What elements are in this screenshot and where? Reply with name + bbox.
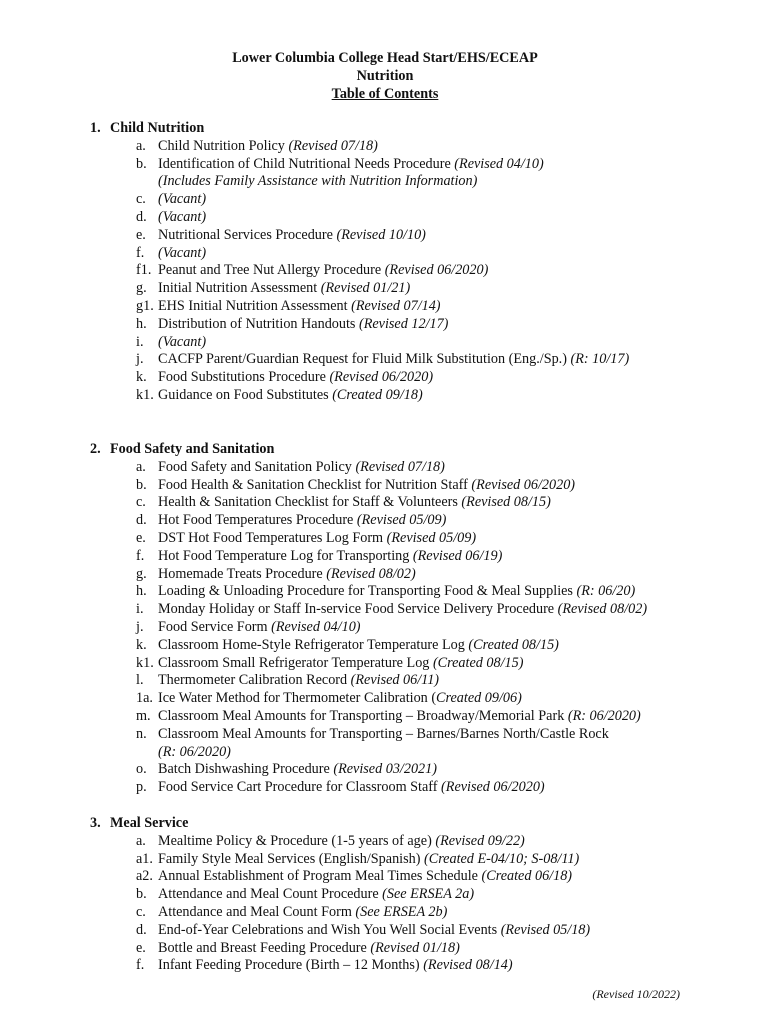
- entry-revision-note: (Revised 07/18): [355, 458, 445, 475]
- entry-label: a1.: [136, 850, 153, 867]
- entry-revision-note: Created 09/06): [436, 690, 522, 707]
- entry-revision-note: (Revised 01/21): [320, 280, 411, 297]
- toc-entry: [0, 477, 770, 495]
- toc-title: Table of Contents: [331, 86, 439, 102]
- entry-label: c.: [136, 904, 146, 920]
- entry-text: Batch Dishwashing Procedure (Revised 03/2021): [158, 761, 437, 778]
- toc-entry: [0, 904, 770, 922]
- entry-label: d.: [136, 209, 147, 225]
- toc-entry: [0, 280, 770, 298]
- entry-text: [158, 334, 206, 352]
- toc-entry: [0, 583, 770, 601]
- entry-text: Initial Nutrition Assessment (Revised 01/21): [158, 280, 411, 297]
- entry-text: Hot Food Temperature Log for Transporting (Revised 06/19): [158, 547, 503, 564]
- toc-entry: [0, 245, 770, 263]
- entry-revision-note: (Revised 04/10): [271, 619, 361, 635]
- entry-label: c.: [136, 494, 146, 511]
- entry-label: b.: [136, 155, 147, 172]
- entry-text: Child Nutrition Policy (Revised 07/18): [158, 137, 378, 154]
- toc-entry: [0, 566, 770, 584]
- entry-text: Guidance on Food Substitutes (Created 09/18): [158, 387, 423, 403]
- entry-text: CACFP Parent/Guardian Request for Fluid Milk Substitution (Eng./Sp.) (R: 10/17): [158, 351, 630, 368]
- entry-label: b.: [136, 476, 147, 493]
- section-number: 2.: [90, 441, 101, 457]
- entry-revision-note: (See ERSEA 2a): [382, 886, 475, 903]
- section-title: [90, 815, 188, 833]
- entry-label: k1.: [136, 387, 154, 403]
- entry-revision-note: (R: 06/20): [576, 583, 636, 600]
- entry-text: Loading & Unloading Procedure for Transporting Food & Meal Supplies (R: 06/20): [158, 583, 636, 600]
- entry-label: j.: [136, 351, 144, 368]
- entry-revision-note: (Revised 10/10): [336, 226, 426, 243]
- revision-footer: (Revised 10/2022): [592, 987, 680, 1001]
- toc-entry: [0, 173, 770, 191]
- entry-label: a.: [136, 137, 146, 154]
- entry-revision-note: (Revised 06/11): [350, 672, 440, 689]
- entry-label: d.: [136, 921, 147, 938]
- entry-label: e.: [136, 939, 146, 956]
- toc-entry: [0, 655, 770, 673]
- toc-entry: [0, 637, 770, 655]
- org-title: Lower Columbia College Head Start/EHS/ECEAP: [232, 50, 538, 66]
- section-title-text: Child Nutrition: [110, 120, 205, 136]
- toc-entry: [0, 316, 770, 334]
- toc-entry: [0, 262, 770, 280]
- entry-revision-note: (Revised 07/18): [288, 137, 378, 154]
- entry-text: Classroom Home-Style Refrigerator Temperature Log (Created 08/15): [158, 636, 559, 653]
- toc-entry: [0, 851, 770, 869]
- entry-text: Mealtime Policy & Procedure (1-5 years of age) (Revised 09/22): [158, 832, 525, 849]
- entry-text: Monday Holiday or Staff In-service Food Service Delivery Procedure (Revised 08/02): [158, 601, 648, 618]
- entry-text: Ice Water Method for Thermometer Calibration (Created 09/06): [158, 690, 522, 707]
- entry-label: c.: [136, 191, 146, 208]
- toc-entry: [0, 744, 770, 762]
- entry-revision-note: (Revised 08/15): [461, 494, 551, 511]
- toc-entry: [0, 227, 770, 245]
- entry-label: g1.: [136, 298, 154, 314]
- entry-revision-note: (Vacant): [158, 191, 207, 208]
- entry-revision-note: (Revised 01/18): [370, 939, 460, 956]
- entry-label: f.: [136, 957, 145, 974]
- entry-text: Distribution of Nutrition Handouts (Revised 12/17): [158, 315, 449, 332]
- section-title-text: Meal Service: [110, 815, 189, 831]
- toc-entry: [0, 209, 770, 227]
- entry-revision-note: (Revised 03/2021): [333, 761, 437, 778]
- entry-label: g.: [136, 565, 147, 582]
- toc-entry: [0, 619, 770, 637]
- entry-text: Classroom Meal Amounts for Transporting – Broadway/Memorial Park (R: 06/2020): [158, 708, 641, 724]
- toc-entry: [0, 868, 770, 886]
- entry-text: Classroom Small Refrigerator Temperature Log (Created 08/15): [158, 654, 524, 671]
- entry-revision-note: (Vacant): [158, 209, 207, 225]
- entry-text: Nutritional Services Procedure (Revised 10/10): [158, 226, 426, 243]
- entry-text: Homemade Treats Procedure (Revised 08/02): [158, 565, 416, 582]
- entry-revision-note: (Revised 06/2020): [384, 262, 489, 279]
- entry-text: Food Service Cart Procedure for Classroom Staff (Revised 06/2020): [158, 779, 545, 796]
- section-number: 3.: [90, 815, 101, 831]
- entry-text: Food Health & Sanitation Checklist for Nutrition Staff (Revised 06/2020): [158, 476, 576, 493]
- section-title: [90, 441, 274, 459]
- entry-text: Health & Sanitation Checklist for Staff & Volunteers (Revised 08/15): [158, 494, 551, 511]
- section-number: 1.: [90, 120, 101, 136]
- toc-entry: [0, 779, 770, 797]
- entry-label: k.: [136, 636, 147, 653]
- entry-revision-note: (Vacant): [158, 244, 207, 261]
- entry-revision-note: (See ERSEA 2b): [355, 904, 448, 920]
- entry-label: k1.: [136, 654, 154, 671]
- entry-revision-note: (Created 08/15): [432, 654, 524, 671]
- entry-revision-note: (Revised 08/02): [326, 565, 416, 582]
- toc-entry: [0, 459, 770, 477]
- toc-entry: [0, 940, 770, 958]
- entry-revision-note: (Includes Family Assistance with Nutrition Information): [158, 173, 478, 190]
- entry-text: [158, 245, 206, 263]
- entry-label: j.: [136, 619, 144, 635]
- entry-label: f.: [136, 547, 145, 564]
- toc-entry: [0, 601, 770, 619]
- entry-revision-note: (Revised 05/18): [500, 921, 591, 938]
- entry-text: Classroom Meal Amounts for Transporting – Barnes/Barnes North/Castle Rock: [158, 725, 609, 742]
- toc-entry: [0, 922, 770, 940]
- entry-label: h.: [136, 583, 147, 600]
- entry-label: l.: [136, 672, 144, 689]
- entry-revision-note: (Created 06/18): [481, 868, 573, 885]
- entry-text: [158, 744, 231, 762]
- toc-entry: [0, 530, 770, 548]
- toc-entry: [0, 690, 770, 708]
- entry-revision-note: (Revised 09/22): [435, 832, 525, 849]
- entry-text: [158, 209, 206, 227]
- entry-revision-note: (R: 06/2020): [158, 743, 231, 760]
- toc-entry: [0, 369, 770, 387]
- toc-entry: [0, 156, 770, 174]
- entry-label: e.: [136, 530, 146, 546]
- entry-text: DST Hot Food Temperatures Log Form (Revised 05/09): [158, 530, 477, 546]
- toc-entry: [0, 334, 770, 352]
- entry-text: Food Service Form (Revised 04/10): [158, 619, 361, 635]
- entry-label: k.: [136, 369, 147, 386]
- entry-text: [158, 191, 206, 209]
- entry-revision-note: (Revised 12/17): [358, 315, 449, 332]
- entry-text: Infant Feeding Procedure (Birth – 12 Months) (Revised 08/14): [158, 957, 513, 974]
- toc-entry: [0, 886, 770, 904]
- entry-revision-note: (Revised 06/2020): [471, 476, 576, 493]
- entry-text: [158, 173, 477, 191]
- entry-text: Peanut and Tree Nut Allergy Procedure (Revised 06/2020): [158, 262, 489, 279]
- entry-label: d.: [136, 512, 147, 529]
- entry-text: Thermometer Calibration Record (Revised 06/11): [158, 672, 440, 689]
- entry-label: 1a.: [136, 690, 153, 707]
- entry-revision-note: (Revised 06/2020): [441, 779, 545, 796]
- entry-label: o.: [136, 761, 147, 778]
- document-header: [0, 49, 770, 103]
- entry-revision-note: (Created 09/18): [332, 387, 423, 403]
- entry-label: a.: [136, 458, 146, 475]
- toc-entry: [0, 726, 770, 744]
- toc-entry: [0, 761, 770, 779]
- entry-label: g.: [136, 280, 147, 297]
- entry-revision-note: (Revised 04/10): [454, 155, 544, 172]
- entry-text: Food Safety and Sanitation Policy (Revised 07/18): [158, 458, 445, 475]
- entry-label: e.: [136, 226, 146, 243]
- toc-entry: [0, 298, 770, 316]
- toc-entry: [0, 191, 770, 209]
- entry-text: Attendance and Meal Count Form (See ERSEA 2b): [158, 904, 448, 920]
- entry-revision-note: (R: 10/17): [570, 351, 630, 368]
- toc-entry: [0, 833, 770, 851]
- subject-title: Nutrition: [356, 68, 414, 84]
- entry-text: Identification of Child Nutritional Needs Procedure (Revised 04/10): [158, 155, 544, 172]
- entry-label: a.: [136, 832, 146, 849]
- entry-label: p.: [136, 779, 147, 796]
- entry-label: f.: [136, 244, 145, 261]
- entry-revision-note: (Revised 06/2020): [329, 369, 434, 386]
- toc-entry: [0, 957, 770, 975]
- entry-label: f1.: [136, 262, 152, 279]
- entry-revision-note: (Revised 06/19): [412, 547, 503, 564]
- toc-entry: [0, 708, 770, 726]
- entry-revision-note: (Revised 05/09): [356, 512, 447, 529]
- entry-revision-note: (Vacant): [158, 333, 207, 350]
- toc-entry: [0, 138, 770, 156]
- entry-text: End-of-Year Celebrations and Wish You Well Social Events (Revised 05/18): [158, 921, 591, 938]
- entry-text: Food Substitutions Procedure (Revised 06/2020): [158, 369, 434, 386]
- entry-revision-note: (Revised 07/14): [351, 298, 441, 314]
- toc-entry: [0, 548, 770, 566]
- entry-revision-note: (Revised 08/14): [423, 957, 513, 974]
- entry-revision-note: (Revised 05/09): [386, 530, 477, 546]
- entry-revision-note: (Created E-04/10; S-08/11): [424, 850, 580, 867]
- toc-entry: [0, 672, 770, 690]
- entry-label: h.: [136, 315, 147, 332]
- toc-entry: [0, 351, 770, 369]
- entry-label: i.: [136, 333, 144, 350]
- entry-label: n.: [136, 725, 147, 742]
- entry-text: Bottle and Breast Feeding Procedure (Revised 01/18): [158, 939, 460, 956]
- entry-label: a2.: [136, 868, 153, 885]
- entry-revision-note: (Created 08/15): [468, 636, 559, 653]
- entry-text: Attendance and Meal Count Procedure (See ERSEA 2a): [158, 886, 475, 903]
- toc-entry: [0, 494, 770, 512]
- section-title: [90, 120, 204, 138]
- entry-label: b.: [136, 886, 147, 903]
- entry-text: Annual Establishment of Program Meal Times Schedule (Created 06/18): [158, 868, 573, 885]
- toc-entry: [0, 387, 770, 405]
- section-title-text: Food Safety and Sanitation: [110, 441, 275, 457]
- entry-label: i.: [136, 601, 144, 618]
- entry-text: EHS Initial Nutrition Assessment (Revised 07/14): [158, 298, 441, 314]
- entry-text: Family Style Meal Services (English/Spanish) (Created E-04/10; S-08/11): [158, 850, 580, 867]
- entry-text: Hot Food Temperatures Procedure (Revised 05/09): [158, 512, 447, 529]
- entry-label: m.: [136, 708, 151, 724]
- entry-revision-note: (R: 06/2020): [567, 708, 641, 724]
- toc-entry: [0, 512, 770, 530]
- entry-revision-note: (Revised 08/02): [557, 601, 648, 618]
